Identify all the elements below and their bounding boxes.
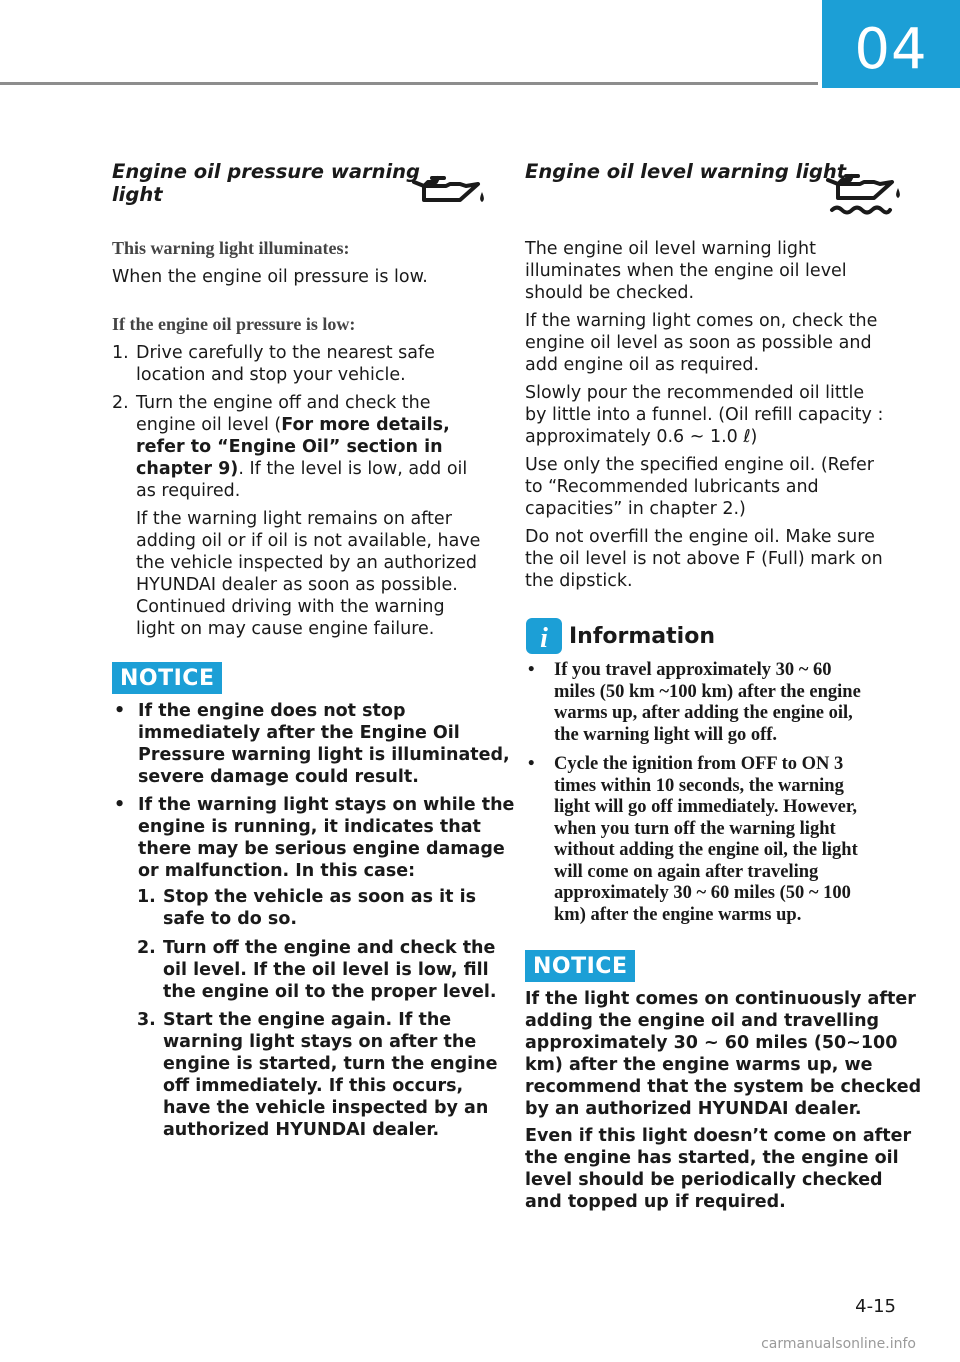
notice-text: Even if this light doesn’t come on after the engine has started, the engine oil level should be periodically checked and topped up if required.: [525, 1126, 912, 1212]
header-rule: [0, 82, 818, 85]
oil-pressure-icon: [410, 172, 490, 208]
paragraph: When the engine oil pressure is low.: [112, 267, 428, 287]
notice-badge: NOTICE: [525, 950, 635, 982]
section-title: Engine oil level warning light: [525, 160, 847, 183]
paragraph: Do not overfill the engine oil. Make sure the oil level is not above F (Full) mark on the dipstick.: [525, 527, 883, 591]
paragraph: If the warning light comes on, check the engine oil level as soon as possible and add engine oil as required.: [525, 311, 878, 375]
subheading: This warning light illuminates:: [112, 238, 350, 258]
paragraph: Slowly pour the recommended oil little by little into a funnel. (Oil refill capacity : approximately 0.6 ~ 1.0 ℓ): [525, 383, 884, 447]
section-title: Engine oil pressure warning light: [112, 160, 421, 206]
paragraph: The engine oil level warning light illuminates when the engine oil level should be checked.: [525, 239, 847, 303]
chapter-tab: 04: [822, 0, 960, 88]
oil-level-icon: [826, 170, 908, 218]
svg-text:i: i: [540, 623, 548, 654]
info-title: Information: [569, 624, 715, 649]
page-number: 4-15: [855, 1296, 896, 1317]
notice-text: If the light comes on continuously after adding the engine oil and travelling approximately 30 ~ 60 miles (50~100 km) after the engine warms up, we recommend that the system be checked by an authorized HYUNDAI dealer.: [525, 989, 922, 1119]
subheading: If the engine oil pressure is low:: [112, 314, 356, 334]
notice-badge: NOTICE: [112, 662, 222, 694]
info-icon: [526, 618, 562, 654]
paragraph: Use only the specified engine oil. (Refer to “Recommended lubricants and capacities” in chapter 2.): [525, 455, 874, 519]
watermark: carmanualsonline.info: [761, 1336, 916, 1352]
